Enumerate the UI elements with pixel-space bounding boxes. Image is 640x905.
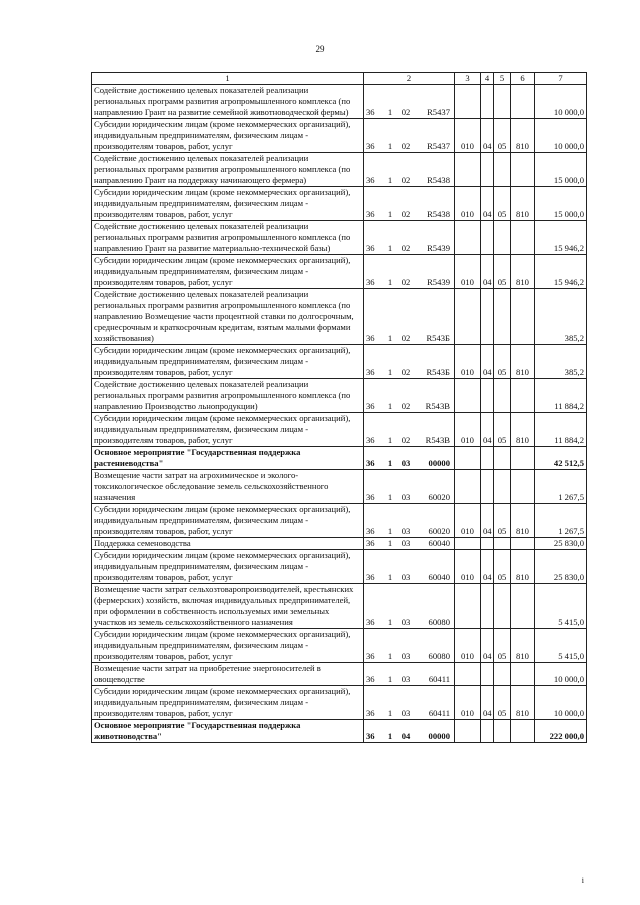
row-name: Содействие достижению целевых показателей реализации региональных программ развития агропромышленного комплекса (по направлению Грант на поддержку начинающего фермера) <box>92 153 364 187</box>
table-row <box>92 413 587 447</box>
code-direction: 00000 <box>428 458 450 468</box>
expense-type-code <box>455 85 481 119</box>
row-name: Возмещение части затрат на приобретение энергоносителей в овощеводстве <box>92 663 364 686</box>
code-subprogram: 1 <box>387 526 393 536</box>
amount: 25 830,0 <box>535 550 587 584</box>
code-program: 36 <box>366 367 375 377</box>
column-header: 4 <box>481 73 494 85</box>
row-name: Субсидии юридическим лицам (кроме некоммерческих организаций), индивидуальным предпринимателям, физическим лицам - производителям товаров, работ, услуг <box>92 187 364 221</box>
code-subprogram: 1 <box>387 492 393 502</box>
table-row <box>92 663 587 686</box>
amount: 222 000,0 <box>535 720 587 743</box>
row-code <box>364 187 455 221</box>
row-name: Содействие достижению целевых показателей реализации региональных программ развития агропромышленного комплекса (по направлению Грант на развитие материально-технической базы) <box>92 221 364 255</box>
subsection-code <box>494 538 511 550</box>
code-program: 36 <box>366 674 375 684</box>
row-code <box>364 345 455 379</box>
row-name: Содействие достижению целевых показателей реализации региональных программ развития агропромышленного комплекса (по направлению Грант на развитие семейной животноводческой фермы) <box>92 85 364 119</box>
section-code: 04 <box>481 119 494 153</box>
code-program: 36 <box>366 209 375 219</box>
row-code <box>364 584 455 629</box>
kind-code: 810 <box>511 119 535 153</box>
subsection-code <box>494 447 511 470</box>
code-direction: R543В <box>425 435 450 445</box>
code-program: 36 <box>366 572 375 582</box>
amount: 10 000,0 <box>535 686 587 720</box>
code-direction: 60411 <box>428 708 450 718</box>
code-direction: R543Б <box>426 367 450 377</box>
expense-type-code <box>455 289 481 345</box>
amount: 15 000,0 <box>535 153 587 187</box>
expense-type-code: 010 <box>455 413 481 447</box>
code-program: 36 <box>366 333 375 343</box>
row-name: Субсидии юридическим лицам (кроме некоммерческих организаций), индивидуальным предпринимателям, физическим лицам - производителям товаров, работ, услуг <box>92 550 364 584</box>
subsection-code: 05 <box>494 255 511 289</box>
code-event: 02 <box>401 243 411 253</box>
expense-type-code <box>455 538 481 550</box>
expense-type-code: 010 <box>455 504 481 538</box>
page-number: 29 <box>315 44 325 54</box>
code-subprogram: 1 <box>387 538 393 548</box>
column-header: 1 <box>92 73 364 85</box>
subsection-code: 05 <box>494 550 511 584</box>
code-event: 02 <box>401 401 411 411</box>
code-program: 36 <box>366 175 375 185</box>
section-code <box>481 584 494 629</box>
expense-type-code <box>455 379 481 413</box>
code-direction: R5437 <box>427 141 450 151</box>
expense-type-code: 010 <box>455 345 481 379</box>
code-subprogram: 1 <box>387 367 393 377</box>
code-program: 36 <box>366 538 375 548</box>
subsection-code: 05 <box>494 413 511 447</box>
row-code <box>364 538 455 550</box>
code-direction: 60411 <box>428 674 450 684</box>
amount: 10 000,0 <box>535 85 587 119</box>
kind-code: 810 <box>511 550 535 584</box>
expense-type-code: 010 <box>455 686 481 720</box>
section-code: 04 <box>481 187 494 221</box>
section-code: 04 <box>481 345 494 379</box>
kind-code <box>511 584 535 629</box>
table-row <box>92 447 587 470</box>
row-code <box>364 119 455 153</box>
row-name: Содействие достижению целевых показателей реализации региональных программ развития агропромышленного комплекса (по направлению Производство льнопродукции) <box>92 379 364 413</box>
kind-code <box>511 379 535 413</box>
code-direction: 60020 <box>428 526 450 536</box>
code-direction: R5439 <box>427 277 450 287</box>
section-code <box>481 538 494 550</box>
row-code <box>364 379 455 413</box>
code-direction: R543Б <box>426 333 450 343</box>
subsection-code <box>494 470 511 504</box>
kind-code: 810 <box>511 504 535 538</box>
code-direction: R5438 <box>427 209 450 219</box>
expense-type-code: 010 <box>455 550 481 584</box>
code-event: 02 <box>401 175 411 185</box>
table-row <box>92 345 587 379</box>
table-row <box>92 720 587 743</box>
code-event: 03 <box>401 674 411 684</box>
code-direction: 60020 <box>428 492 450 502</box>
table-row <box>92 221 587 255</box>
subsection-code: 05 <box>494 629 511 663</box>
code-direction: R5437 <box>427 107 450 117</box>
section-code: 04 <box>481 504 494 538</box>
code-program: 36 <box>366 731 375 741</box>
row-code <box>364 720 455 743</box>
code-program: 36 <box>366 107 375 117</box>
section-code <box>481 85 494 119</box>
amount: 15 000,0 <box>535 187 587 221</box>
row-code <box>364 255 455 289</box>
expense-type-code <box>455 663 481 686</box>
amount: 385,2 <box>535 345 587 379</box>
row-code <box>364 153 455 187</box>
subsection-code <box>494 85 511 119</box>
table-row <box>92 119 587 153</box>
row-name: Возмещение части затрат сельхозтоваропроизводителей, крестьянских (фермерских) хозяйств, включая индивидуальных предпринимателей, при оформлении в собственность используемых ими земельных участков из земель сельскохозяйственного назначения <box>92 584 364 629</box>
row-code <box>364 289 455 345</box>
section-code <box>481 470 494 504</box>
row-code <box>364 663 455 686</box>
code-subprogram: 1 <box>387 333 393 343</box>
row-code <box>364 686 455 720</box>
kind-code: 810 <box>511 413 535 447</box>
code-subprogram: 1 <box>387 277 393 287</box>
expense-type-code: 010 <box>455 187 481 221</box>
section-code: 04 <box>481 629 494 663</box>
code-event: 02 <box>401 141 411 151</box>
code-subprogram: 1 <box>387 674 393 684</box>
row-code <box>364 413 455 447</box>
kind-code <box>511 289 535 345</box>
kind-code: 810 <box>511 187 535 221</box>
table-row <box>92 470 587 504</box>
amount: 1 267,5 <box>535 470 587 504</box>
kind-code <box>511 470 535 504</box>
amount: 5 415,0 <box>535 584 587 629</box>
expense-type-code <box>455 720 481 743</box>
code-event: 03 <box>401 651 411 661</box>
table-row <box>92 629 587 663</box>
subsection-code: 05 <box>494 686 511 720</box>
row-name: Содействие достижению целевых показателей реализации региональных программ развития агропромышленного комплекса (по направлению Возмещение части процентной ставки по долгосрочным, среднесрочным и краткосрочным кредитам, взятым малыми формами хозяйствования) <box>92 289 364 345</box>
row-name: Основное мероприятие "Государственная поддержка животноводства" <box>92 720 364 743</box>
table-row <box>92 85 587 119</box>
code-program: 36 <box>366 401 375 411</box>
subsection-code <box>494 221 511 255</box>
code-event: 03 <box>401 538 411 548</box>
code-subprogram: 1 <box>387 731 393 741</box>
section-code: 04 <box>481 413 494 447</box>
expense-type-code <box>455 584 481 629</box>
subsection-code <box>494 663 511 686</box>
subsection-code: 05 <box>494 119 511 153</box>
table-row <box>92 255 587 289</box>
amount: 25 830,0 <box>535 538 587 550</box>
code-program: 36 <box>366 458 375 468</box>
amount: 15 946,2 <box>535 221 587 255</box>
column-header: 5 <box>494 73 511 85</box>
code-subprogram: 1 <box>387 651 393 661</box>
table-row <box>92 187 587 221</box>
section-code <box>481 379 494 413</box>
code-subprogram: 1 <box>387 617 393 627</box>
code-subprogram: 1 <box>387 401 393 411</box>
row-code <box>364 85 455 119</box>
code-direction: 60080 <box>428 651 450 661</box>
amount: 42 512,5 <box>535 447 587 470</box>
table-row <box>92 550 587 584</box>
code-direction: R543В <box>425 401 450 411</box>
code-event: 02 <box>401 435 411 445</box>
table-row <box>92 584 587 629</box>
section-code: 04 <box>481 550 494 584</box>
amount: 5 415,0 <box>535 629 587 663</box>
section-code <box>481 221 494 255</box>
budget-table <box>91 72 587 743</box>
code-program: 36 <box>366 435 375 445</box>
code-subprogram: 1 <box>387 458 393 468</box>
code-event: 03 <box>401 708 411 718</box>
code-event: 03 <box>401 458 411 468</box>
expense-type-code <box>455 470 481 504</box>
column-header: 6 <box>511 73 535 85</box>
code-subprogram: 1 <box>387 209 393 219</box>
row-code <box>364 629 455 663</box>
code-program: 36 <box>366 277 375 287</box>
kind-code: 810 <box>511 686 535 720</box>
kind-code <box>511 221 535 255</box>
row-name: Субсидии юридическим лицам (кроме некоммерческих организаций), индивидуальным предпринимателям, физическим лицам - производителям товаров, работ, услуг <box>92 255 364 289</box>
expense-type-code <box>455 221 481 255</box>
code-event: 02 <box>401 209 411 219</box>
section-code: 04 <box>481 255 494 289</box>
code-event: 02 <box>401 107 411 117</box>
code-direction: 60040 <box>428 538 450 548</box>
code-direction: R5439 <box>427 243 450 253</box>
row-name: Субсидии юридическим лицам (кроме некоммерческих организаций), индивидуальным предпринимателям, физическим лицам - производителям товаров, работ, услуг <box>92 413 364 447</box>
section-code <box>481 663 494 686</box>
expense-type-code <box>455 447 481 470</box>
code-event: 03 <box>401 617 411 627</box>
table-row <box>92 504 587 538</box>
subsection-code <box>494 153 511 187</box>
column-header: 2 <box>364 73 455 85</box>
section-code <box>481 447 494 470</box>
code-event: 02 <box>401 277 411 287</box>
code-program: 36 <box>366 708 375 718</box>
amount: 11 884,2 <box>535 413 587 447</box>
section-code <box>481 153 494 187</box>
code-program: 36 <box>366 492 375 502</box>
row-name: Основное мероприятие "Государственная поддержка растениеводства" <box>92 447 364 470</box>
code-event: 02 <box>401 333 411 343</box>
section-code <box>481 720 494 743</box>
code-event: 04 <box>401 731 411 741</box>
code-program: 36 <box>366 243 375 253</box>
kind-code <box>511 447 535 470</box>
subsection-code <box>494 720 511 743</box>
subsection-code <box>494 379 511 413</box>
expense-type-code: 010 <box>455 629 481 663</box>
code-subprogram: 1 <box>387 572 393 582</box>
kind-code <box>511 663 535 686</box>
subsection-code: 05 <box>494 187 511 221</box>
code-subprogram: 1 <box>387 435 393 445</box>
code-program: 36 <box>366 526 375 536</box>
section-code <box>481 289 494 345</box>
code-subprogram: 1 <box>387 141 393 151</box>
code-event: 03 <box>401 526 411 536</box>
kind-code <box>511 85 535 119</box>
kind-code <box>511 153 535 187</box>
row-name: Субсидии юридическим лицам (кроме некоммерческих организаций), индивидуальным предпринимателям, физическим лицам - производителям товаров, работ, услуг <box>92 504 364 538</box>
corner-mark: i <box>581 876 584 885</box>
amount: 10 000,0 <box>535 663 587 686</box>
subsection-code: 05 <box>494 345 511 379</box>
table-header-row <box>92 73 587 85</box>
expense-type-code <box>455 153 481 187</box>
amount: 10 000,0 <box>535 119 587 153</box>
subsection-code <box>494 584 511 629</box>
subsection-code: 05 <box>494 504 511 538</box>
code-program: 36 <box>366 651 375 661</box>
row-code <box>364 447 455 470</box>
code-event: 03 <box>401 572 411 582</box>
code-subprogram: 1 <box>387 107 393 117</box>
table-row <box>92 538 587 550</box>
kind-code: 810 <box>511 255 535 289</box>
kind-code <box>511 538 535 550</box>
row-name: Субсидии юридическим лицам (кроме некоммерческих организаций), индивидуальным предпринимателям, физическим лицам - производителям товаров, работ, услуг <box>92 629 364 663</box>
row-name: Субсидии юридическим лицам (кроме некоммерческих организаций), индивидуальным предпринимателям, физическим лицам - производителям товаров, работ, услуг <box>92 119 364 153</box>
expense-type-code: 010 <box>455 119 481 153</box>
code-event: 03 <box>401 492 411 502</box>
amount: 11 884,2 <box>535 379 587 413</box>
row-code <box>364 470 455 504</box>
code-program: 36 <box>366 617 375 627</box>
row-name: Возмещение части затрат на агрохимическое и эколого-токсикологическое обследование земель сельскохозяйственного назначения <box>92 470 364 504</box>
code-direction: R5438 <box>427 175 450 185</box>
column-header: 7 <box>535 73 587 85</box>
kind-code: 810 <box>511 345 535 379</box>
table-row <box>92 289 587 345</box>
code-event: 02 <box>401 367 411 377</box>
subsection-code <box>494 289 511 345</box>
amount: 1 267,5 <box>535 504 587 538</box>
amount: 15 946,2 <box>535 255 587 289</box>
table-row <box>92 379 587 413</box>
row-code <box>364 550 455 584</box>
row-code <box>364 504 455 538</box>
table-row <box>92 153 587 187</box>
row-name: Субсидии юридическим лицам (кроме некоммерческих организаций), индивидуальным предпринимателям, физическим лицам - производителям товаров, работ, услуг <box>92 345 364 379</box>
code-subprogram: 1 <box>387 708 393 718</box>
code-direction: 00000 <box>428 731 450 741</box>
code-direction: 60040 <box>428 572 450 582</box>
code-subprogram: 1 <box>387 175 393 185</box>
table-row <box>92 686 587 720</box>
amount: 385,2 <box>535 289 587 345</box>
row-name: Поддержка семеноводства <box>92 538 364 550</box>
code-program: 36 <box>366 141 375 151</box>
code-subprogram: 1 <box>387 243 393 253</box>
row-code <box>364 221 455 255</box>
section-code: 04 <box>481 686 494 720</box>
kind-code <box>511 720 535 743</box>
row-name: Субсидии юридическим лицам (кроме некоммерческих организаций), индивидуальным предпринимателям, физическим лицам - производителям товаров, работ, услуг <box>92 686 364 720</box>
code-direction: 60080 <box>428 617 450 627</box>
column-header: 3 <box>455 73 481 85</box>
kind-code: 810 <box>511 629 535 663</box>
expense-type-code: 010 <box>455 255 481 289</box>
